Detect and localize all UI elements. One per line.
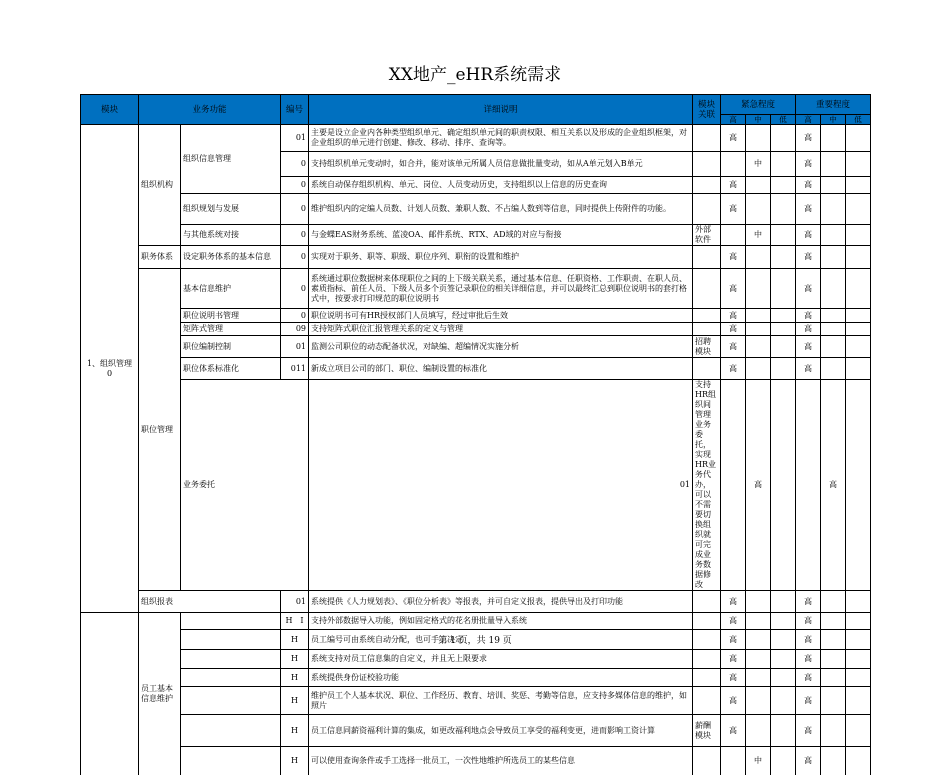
detail-cell: 可以使用查询条件或手工选择一批员工，一次性地维护所选员工的某些信息 (309, 747, 693, 775)
importance-high-cell: 高 (821, 380, 846, 591)
group-cell: 职务体系 (139, 246, 181, 269)
table-row (81, 613, 871, 630)
num-cell: 01 (309, 380, 693, 591)
urgency-high-cell: 高 (721, 650, 746, 669)
related-cell: 招聘模块 (693, 336, 721, 358)
urgency-mid-cell: 中 (746, 225, 771, 246)
importance-mid-cell (821, 715, 846, 747)
detail-cell: 实现对于职务、职等、职级、职位序列、职衔的设置和维护 (309, 246, 693, 269)
detail-cell: 职位说明书可有HR授权部门人员填写，经过审批后生效 (309, 309, 693, 323)
related-cell (693, 309, 721, 323)
related-cell (693, 125, 721, 152)
importance-mid-cell (821, 246, 846, 269)
detail-cell: 与金蝶EAS财务系统、蓝凌OA、邮件系统、RTX、AD域的对应与衔接 (309, 225, 693, 246)
urgency-mid-cell (746, 177, 771, 194)
importance-low-cell (846, 336, 871, 358)
urgency-high-cell: 高 (721, 715, 746, 747)
num-cell: H (281, 687, 309, 715)
detail-cell: 系统自动保存组织机构、单元、岗位、人员变动历史，支持组织以上信息的历史查询 (309, 177, 693, 194)
urgency-mid-cell (746, 715, 771, 747)
detail-cell: 系统支持对员工信息集的自定义，并且无上限要求 (309, 650, 693, 669)
urgency-low-cell (771, 246, 796, 269)
function-cell: 矩阵式管理 (181, 323, 281, 336)
urgency-low-cell (771, 650, 796, 669)
importance-low-cell (846, 152, 871, 177)
header-importance: 重要程度 (796, 95, 871, 115)
table-row (81, 125, 871, 152)
importance-high-cell: 高 (796, 177, 821, 194)
related-cell: 薪酬模块 (693, 715, 721, 747)
function-cell: 职位说明书管理 (181, 309, 281, 323)
urgency-high-cell: 高 (746, 380, 771, 591)
function-cell-empty (181, 669, 281, 687)
urgency-mid-cell (746, 125, 771, 152)
related-cell (693, 669, 721, 687)
detail-cell: 主要是设立企业内各种类型组织单元、确定组织单元间的职责权限、相互关系以及形成的企业组织框架，对企业组织的单元进行创建、修改、移动、排序、查询等。 (309, 125, 693, 152)
importance-mid-cell (821, 125, 846, 152)
importance-low-cell (846, 687, 871, 715)
related-cell (693, 269, 721, 309)
importance-high-cell: 高 (796, 323, 821, 336)
header-urgency-high: 高 (721, 115, 746, 125)
related-cell (693, 323, 721, 336)
detail-cell: 维护组织内的定编人员数、计划人员数、兼职人数、不占编人数到等信息，同时提供上传附件的功能。 (309, 194, 693, 225)
detail-cell: 员工信息同薪资福利计算的集成，如更改福利地点会导致员工享受的福利变更，进而影响工资计算 (309, 715, 693, 747)
importance-high-cell: 高 (796, 225, 821, 246)
importance-high-cell: 高 (796, 246, 821, 269)
importance-low-cell (846, 650, 871, 669)
urgency-mid-cell (746, 246, 771, 269)
num-cell: H I (281, 613, 309, 630)
importance-mid-cell (821, 309, 846, 323)
importance-mid-cell (821, 687, 846, 715)
urgency-high-cell: 高 (721, 336, 746, 358)
detail-cell: 新成立项目公司的部门、职位、编制设置的标准化 (309, 358, 693, 380)
detail-cell: 系统提供《人力规划表》、《职位分析表》等报表，并可自定义报表，提供导出及打印功能 (309, 591, 693, 613)
detail-cell: 系统通过职位数据树来体现职位之间的上下级关联关系，通过基本信息、任职资格、工作职责、在职人员、素质指标、前任人员、下级人员多个页签记录职位的相关详细信息，并可以最终汇总到职位说明书的套打格式中，按要求打印规范的职位说明书 (309, 269, 693, 309)
header-importance-high: 高 (796, 115, 821, 125)
table-row (81, 358, 871, 380)
table-row (81, 380, 871, 591)
table-row (81, 246, 871, 269)
importance-high-cell: 高 (796, 591, 821, 613)
importance-low-cell (846, 358, 871, 380)
urgency-high-cell: 高 (721, 194, 746, 225)
header-function: 业务功能 (139, 95, 281, 125)
importance-high-cell: 高 (796, 687, 821, 715)
urgency-high-cell: 高 (721, 591, 746, 613)
related-cell (693, 177, 721, 194)
urgency-mid-cell (746, 269, 771, 309)
importance-low-cell (846, 747, 871, 775)
urgency-low-cell (771, 715, 796, 747)
header-urgency-low: 低 (771, 115, 796, 125)
urgency-high-cell: 高 (721, 358, 746, 380)
urgency-low-cell (771, 269, 796, 309)
importance-mid-cell (846, 380, 871, 591)
num-cell: 0 (281, 194, 309, 225)
importance-low-cell (846, 125, 871, 152)
related-cell (693, 358, 721, 380)
group-cell: 组织机构 (139, 125, 181, 246)
related-cell (693, 687, 721, 715)
function-cell: 基本信息维护 (181, 269, 281, 309)
detail-cell: 支持外部数据导入功能，例如固定格式的花名册批量导入系统 (309, 613, 693, 630)
detail-cell: 支持HR组织间管理业务委托，实现HR业务代办，可以不需要切换组织就可完成业务数据修改 (693, 380, 721, 591)
urgency-high-cell: 高 (721, 669, 746, 687)
importance-mid-cell (821, 358, 846, 380)
detail-cell: 支持组织机单元变动时，如合并，能对该单元所属人员信息做批量变动，如从A单元划入B单元 (309, 152, 693, 177)
table-row (81, 336, 871, 358)
importance-mid-cell (821, 747, 846, 775)
num-cell: 01 (281, 336, 309, 358)
urgency-mid-cell (746, 613, 771, 630)
urgency-high-cell (721, 747, 746, 775)
importance-low-cell (846, 591, 871, 613)
group-cell: 职位管理 (139, 269, 181, 591)
function-cell-empty (181, 747, 281, 775)
table-row (81, 669, 871, 687)
importance-mid-cell (821, 591, 846, 613)
urgency-low-cell (771, 591, 796, 613)
detail-cell: 系统提供身份证校验功能 (309, 669, 693, 687)
function-cell: 设定职务体系的基本信息 (181, 246, 281, 269)
table-row (81, 323, 871, 336)
header-related: 模块关联 (693, 95, 721, 125)
urgency-mid-cell: 中 (746, 747, 771, 775)
num-cell: 0 (281, 152, 309, 177)
group-cell: 员工基本信息维护 (139, 613, 181, 775)
importance-mid-cell (821, 336, 846, 358)
num-cell: H (281, 630, 309, 650)
urgency-low-cell (771, 309, 796, 323)
urgency-low-cell (771, 336, 796, 358)
importance-high-cell: 高 (796, 336, 821, 358)
related-cell (693, 591, 721, 613)
table-row (81, 650, 871, 669)
urgency-high-cell: 高 (721, 309, 746, 323)
urgency-mid-cell (746, 669, 771, 687)
importance-low-cell (846, 669, 871, 687)
urgency-low-cell (771, 177, 796, 194)
related-cell (693, 650, 721, 669)
header-importance-mid: 中 (821, 115, 846, 125)
header-importance-low: 低 (846, 115, 871, 125)
group-cell: 业务委托 (181, 380, 309, 591)
table-row (81, 747, 871, 775)
num-cell: 0 (281, 246, 309, 269)
urgency-mid-cell (746, 591, 771, 613)
header-urgency-mid: 中 (746, 115, 771, 125)
importance-mid-cell (821, 225, 846, 246)
importance-high-cell: 高 (796, 358, 821, 380)
num-cell: 011 (281, 358, 309, 380)
importance-low-cell (846, 269, 871, 309)
function-cell-empty (181, 613, 281, 630)
importance-mid-cell (821, 669, 846, 687)
table-row (81, 269, 871, 309)
function-cell: 与其他系统对接 (181, 225, 281, 246)
table-row (81, 591, 871, 613)
urgency-low-cell (796, 380, 821, 591)
importance-low-cell (846, 194, 871, 225)
detail-cell: 支持矩阵式职位汇报管理关系的定义与管理 (309, 323, 693, 336)
importance-low-cell (846, 225, 871, 246)
urgency-low-cell (771, 152, 796, 177)
urgency-mid-cell (746, 323, 771, 336)
header-module: 模块 (81, 95, 139, 125)
related-cell: 外部软件 (693, 225, 721, 246)
urgency-high-cell: 高 (721, 246, 746, 269)
detail-cell: 员工编号可由系统自动分配，也可手工决定 (309, 630, 693, 650)
importance-high-cell: 高 (796, 269, 821, 309)
function-cell: 职位体系标准化 (181, 358, 281, 380)
num-cell: H (281, 715, 309, 747)
importance-mid-cell (821, 177, 846, 194)
urgency-low-cell (771, 323, 796, 336)
importance-low-cell (846, 177, 871, 194)
urgency-high-cell: 高 (721, 177, 746, 194)
importance-mid-cell (821, 194, 846, 225)
importance-high-cell: 高 (796, 650, 821, 669)
table-row (81, 194, 871, 225)
importance-mid-cell (821, 269, 846, 309)
num-cell: 01 (281, 125, 309, 152)
detail-cell: 维护员工个人基本状况、职位、工作经历、教育、培训、奖惩、考勤等信息，应支持多媒体信息的维护，如照片 (309, 687, 693, 715)
importance-low-cell (846, 613, 871, 630)
page-footer: 第 1 页，共 19 页 (438, 636, 512, 646)
urgency-high-cell: 高 (721, 613, 746, 630)
importance-mid-cell (821, 323, 846, 336)
table-row (81, 309, 871, 323)
urgency-mid-cell (746, 309, 771, 323)
num-cell: H (281, 747, 309, 775)
function-cell: 组织规划与发展 (181, 194, 281, 225)
urgency-mid-cell (746, 194, 771, 225)
num-cell: 01 (281, 591, 309, 613)
importance-mid-cell (821, 152, 846, 177)
num-cell: 09 (281, 323, 309, 336)
function-cell-empty (181, 715, 281, 747)
urgency-high-cell (721, 152, 746, 177)
urgency-low-cell (771, 125, 796, 152)
header-number: 编号 (281, 95, 309, 125)
importance-high-cell: 高 (796, 194, 821, 225)
related-cell (721, 380, 746, 591)
module-cell: 1、组织管理 0 (81, 125, 139, 613)
urgency-low-cell (771, 225, 796, 246)
importance-high-cell: 高 (796, 630, 821, 650)
page-title: XX地产_eHR系统需求 (388, 65, 562, 85)
num-cell: H (281, 650, 309, 669)
function-cell: 组织信息管理 (181, 125, 281, 194)
urgency-high-cell: 高 (721, 687, 746, 715)
num-cell: 0 (281, 225, 309, 246)
importance-low-cell (846, 715, 871, 747)
detail-cell: 监测公司职位的动态配备状况，对缺编、超编情况实施分析 (309, 336, 693, 358)
requirements-table (80, 94, 871, 775)
importance-low-cell (846, 309, 871, 323)
group-cell: 组织报表 (139, 591, 281, 613)
urgency-mid-cell (746, 687, 771, 715)
header-urgency: 紧急程度 (721, 95, 796, 115)
related-cell (693, 613, 721, 630)
num-cell: H (281, 669, 309, 687)
importance-high-cell: 高 (796, 715, 821, 747)
table-row (81, 687, 871, 715)
importance-high-cell: 高 (796, 125, 821, 152)
urgency-low-cell (771, 194, 796, 225)
urgency-mid-cell (746, 336, 771, 358)
urgency-mid-cell (771, 380, 796, 591)
importance-high-cell: 高 (796, 152, 821, 177)
urgency-low-cell (771, 358, 796, 380)
urgency-mid-cell (746, 358, 771, 380)
importance-low-cell (846, 323, 871, 336)
urgency-mid-cell: 中 (746, 152, 771, 177)
importance-mid-cell (821, 650, 846, 669)
urgency-high-cell (721, 225, 746, 246)
importance-mid-cell (821, 613, 846, 630)
urgency-high-cell: 高 (721, 269, 746, 309)
importance-high-cell: 高 (796, 613, 821, 630)
related-cell (693, 747, 721, 775)
related-cell (693, 246, 721, 269)
importance-high-cell: 高 (796, 669, 821, 687)
num-cell: 0 (281, 309, 309, 323)
importance-high-cell: 高 (796, 309, 821, 323)
header-detail: 详细说明 (309, 95, 693, 125)
function-cell-empty (181, 687, 281, 715)
urgency-low-cell (771, 669, 796, 687)
num-cell: 0 (281, 269, 309, 309)
urgency-low-cell (771, 747, 796, 775)
urgency-high-cell: 高 (721, 323, 746, 336)
function-cell: 职位编制控制 (181, 336, 281, 358)
urgency-high-cell: 高 (721, 630, 746, 650)
related-cell (693, 152, 721, 177)
urgency-mid-cell (746, 650, 771, 669)
urgency-low-cell (771, 613, 796, 630)
table-row (81, 225, 871, 246)
num-cell: 0 (281, 177, 309, 194)
urgency-high-cell: 高 (721, 125, 746, 152)
importance-low-cell (846, 246, 871, 269)
urgency-low-cell (771, 687, 796, 715)
table-row (81, 715, 871, 747)
importance-high-cell: 高 (796, 747, 821, 775)
related-cell (693, 194, 721, 225)
function-cell-empty (181, 650, 281, 669)
